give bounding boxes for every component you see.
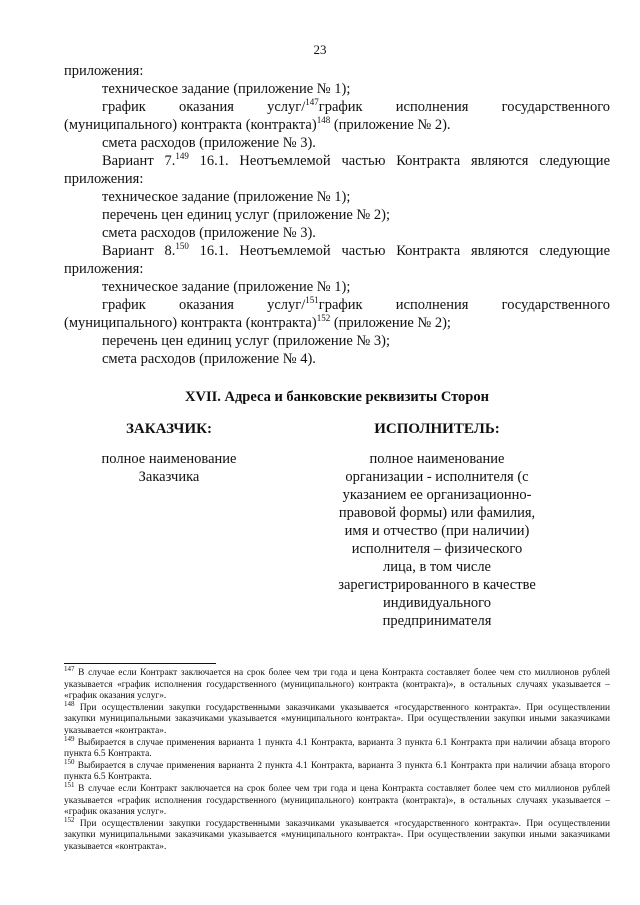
body-line: (муниципального) контракта (контракта)$^{148}$ (приложение № 2). xyxy=(64,115,451,133)
footnotes xyxy=(64,664,611,854)
body-line: (муниципального) контракта (контракта)$^{152}$ (приложение № 2); xyxy=(64,313,451,331)
body-line: перечень цен единиц услуг (приложение № 2); xyxy=(102,207,390,223)
footnote-ref: 149 xyxy=(175,151,189,162)
footnote-ref: 151 xyxy=(305,295,319,306)
customer-line: полное наименование xyxy=(101,451,237,467)
footnote-number: 147 xyxy=(64,664,75,673)
contractor-line: лица, в том числе xyxy=(383,559,491,575)
customer-column xyxy=(64,420,274,630)
body-line: техническое задание (приложение № 1); xyxy=(102,81,351,97)
body-line: график оказания услуг/$^{147}$график исполнения государственного xyxy=(102,97,611,115)
body-line: приложения: xyxy=(64,63,144,79)
body-line: техническое задание (приложение № 1); xyxy=(102,279,351,295)
customer-heading: ЗАКАЗЧИК: xyxy=(126,421,212,437)
body-line: смета расходов (приложение № 3). xyxy=(102,225,316,241)
customer-line: Заказчика xyxy=(138,469,200,485)
contractor-line: организации - исполнителя (с xyxy=(345,469,529,485)
body-line: приложения: xyxy=(64,261,144,277)
footnote: $^{147}$ В случае если Контракт заключается на срок более чем три года и цена Контракта составляет более чем сто миллионов рублей указывается «график исполнения государственного (муниципального) контракта (контракта)», в остальных случаях указывается – «график оказания услуг». xyxy=(64,664,611,702)
footnote-number: 149 xyxy=(64,734,75,743)
footnote-ref: 152 xyxy=(316,313,331,324)
footnote-ref: 147 xyxy=(305,97,319,108)
contractor-line: исполнителя – физического xyxy=(351,541,523,557)
footnote-number: 150 xyxy=(64,757,75,766)
footnote-number: 148 xyxy=(64,699,75,708)
footnote-ref: 148 xyxy=(316,115,331,126)
body-line: техническое задание (приложение № 1); xyxy=(102,189,351,205)
footnote-number: 152 xyxy=(64,815,75,824)
contractor-line: указанием ее организационно- xyxy=(342,487,532,503)
body-line: график оказания услуг/$^{151}$график исполнения государственного xyxy=(102,295,611,313)
contractor-line: зарегистрированного в качестве xyxy=(338,577,536,593)
footnote: $^{148}$ При осуществлении закупки государственными заказчиками указывается «государственного контракта». При осуществлении закупки муниципальными заказчиками указывается «муниципального контракта». При осуществлении закупки иными заказчиками указывается «контракта». xyxy=(64,699,610,736)
body-line: смета расходов (приложение № 4). xyxy=(102,351,316,367)
contractor-column xyxy=(292,420,582,630)
footnote-separator xyxy=(64,663,216,664)
footnote: $^{152}$ При осуществлении закупки государственными заказчиками указывается «государственного контракта». При осуществлении закупки муниципальными заказчиками указывается «муниципального контракта». При осуществлении закупки иными заказчиками указывается «контракта». xyxy=(64,815,610,852)
footnote: $^{149}$ Выбирается в случае применения варианта 1 пункта 4.1 Контракта, варианта 3 пункта 6.1 Контракта при наличии абзаца второго пункта 6.5 Контракта. xyxy=(64,734,611,760)
contractor-line: полное наименование xyxy=(369,451,505,467)
body-line: смета расходов (приложение № 3). xyxy=(102,135,316,151)
page-number: 23 xyxy=(313,42,327,57)
footnote-number: 151 xyxy=(64,780,75,789)
body-line: перечень цен единиц услуг (приложение № 3); xyxy=(102,333,390,349)
footnote-ref: 150 xyxy=(175,241,189,252)
contractor-line: предпринимателя xyxy=(382,613,492,629)
variant-8-line: Вариант 8.$^{150}$ 16.1. Неотъемлемой частью Контракта являются следующие xyxy=(102,241,611,259)
contract-body xyxy=(64,62,610,630)
contractor-heading: ИСПОЛНИТЕЛЬ: xyxy=(374,421,500,437)
variant-7-line: Вариант 7.$^{149}$ 16.1. Неотъемлемой частью Контракта являются следующие xyxy=(102,151,611,169)
body-line: приложения: xyxy=(64,171,144,187)
contractor-line: имя и отчество (при наличии) xyxy=(344,523,530,539)
parties-block xyxy=(64,420,610,630)
footnote: $^{150}$ Выбирается в случае применения варианта 2 пункта 4.1 Контракта, варианта 3 пункта 6.1 Контракта при наличии абзаца второго пункта 6.5 Контракта. xyxy=(64,757,611,783)
contractor-line: правовой формы) или фамилия, xyxy=(338,505,536,521)
footnote: $^{151}$ В случае если Контракт заключается на срок более чем три года и цена Контракта составляет более чем сто миллионов рублей указывается «график исполнения государственного (муниципального) контракта (контракта)», в остальных случаях указывается – «график оказания услуг». xyxy=(64,780,611,818)
section-title: XVII. Адреса и банковские реквизиты Сторон xyxy=(185,389,489,405)
contractor-line: индивидуального xyxy=(383,595,491,611)
